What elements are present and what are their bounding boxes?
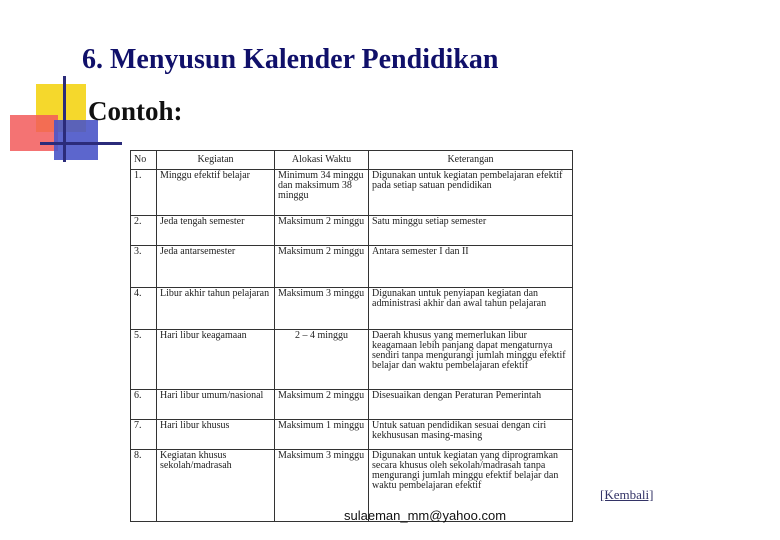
cell-keterangan: Untuk satuan pendidikan sesuai dengan ciri kekhususan masing-masing xyxy=(369,420,573,450)
cell-keterangan: Digunakan untuk kegiatan yang diprogramkan secara khusus oleh sekolah/madrasah tanpa mengurangi jumlah minggu efektif belajar dan waktu pembelajaran efektif xyxy=(369,450,573,522)
header-keterangan: Keterangan xyxy=(369,151,573,170)
cell-alokasi: Maksimum 3 minggu xyxy=(275,450,369,522)
table-header-row xyxy=(131,151,573,170)
cell-no: 6. xyxy=(131,390,157,420)
cell-alokasi: Maksimum 3 minggu xyxy=(275,288,369,330)
cell-keterangan: Satu minggu setiap semester xyxy=(369,216,573,246)
table-row xyxy=(131,170,573,216)
header-no: No xyxy=(131,151,157,170)
cell-no: 5. xyxy=(131,330,157,390)
header-kegiatan: Kegiatan xyxy=(157,151,275,170)
decorative-horizontal-line xyxy=(40,142,122,145)
cell-alokasi: 2 – 4 minggu xyxy=(275,330,369,390)
cell-kegiatan: Jeda tengah semester xyxy=(157,216,275,246)
cell-kegiatan: Hari libur khusus xyxy=(157,420,275,450)
decorative-vertical-line xyxy=(63,76,66,162)
author-email: sulaeman_mm@yahoo.com xyxy=(344,508,507,523)
table-row xyxy=(131,330,573,390)
cell-alokasi: Maksimum 2 minggu xyxy=(275,390,369,420)
decorative-red-square xyxy=(10,115,58,151)
cell-alokasi: Maksimum 1 minggu xyxy=(275,420,369,450)
cell-alokasi: Minimum 34 minggu dan maksimum 38 minggu xyxy=(275,170,369,216)
cell-keterangan: Disesuaikan dengan Peraturan Pemerintah xyxy=(369,390,573,420)
cell-keterangan: Antara semester I dan II xyxy=(369,246,573,288)
slide-title: 6. Menyusun Kalender Pendidikan xyxy=(82,44,499,75)
cell-kegiatan: Kegiatan khusus sekolah/madrasah xyxy=(157,450,275,522)
cell-keterangan: Digunakan untuk penyiapan kegiatan dan administrasi akhir dan awal tahun pelajaran xyxy=(369,288,573,330)
table-row xyxy=(131,216,573,246)
cell-kegiatan: Jeda antarsemester xyxy=(157,246,275,288)
table-row xyxy=(131,390,573,420)
header-alokasi-waktu: Alokasi Waktu xyxy=(275,151,369,170)
slide-subtitle: Contoh: xyxy=(88,96,183,126)
calendar-table xyxy=(130,150,573,522)
cell-kegiatan: Minggu efektif belajar xyxy=(157,170,275,216)
cell-alokasi: Maksimum 2 minggu xyxy=(275,246,369,288)
table-row xyxy=(131,246,573,288)
cell-no: 1. xyxy=(131,170,157,216)
cell-no: 8. xyxy=(131,450,157,522)
cell-keterangan: Daerah khusus yang memerlukan libur keagamaan lebih panjang dapat mengaturnya sendiri tanpa mengurangi jumlah minggu efektif belajar dan waktu pembelajaran efektif xyxy=(369,330,573,390)
cell-kegiatan: Hari libur keagamaan xyxy=(157,330,275,390)
cell-no: 2. xyxy=(131,216,157,246)
cell-no: 7. xyxy=(131,420,157,450)
cell-no: 4. xyxy=(131,288,157,330)
cell-keterangan: Digunakan untuk kegiatan pembelajaran efektif pada setiap satuan pendidikan xyxy=(369,170,573,216)
cell-kegiatan: Hari libur umum/nasional xyxy=(157,390,275,420)
table-row xyxy=(131,420,573,450)
cell-kegiatan: Libur akhir tahun pelajaran xyxy=(157,288,275,330)
cell-alokasi: Maksimum 2 minggu xyxy=(275,216,369,246)
table-row xyxy=(131,288,573,330)
cell-no: 3. xyxy=(131,246,157,288)
back-link[interactable]: [Kembali] xyxy=(600,487,654,502)
